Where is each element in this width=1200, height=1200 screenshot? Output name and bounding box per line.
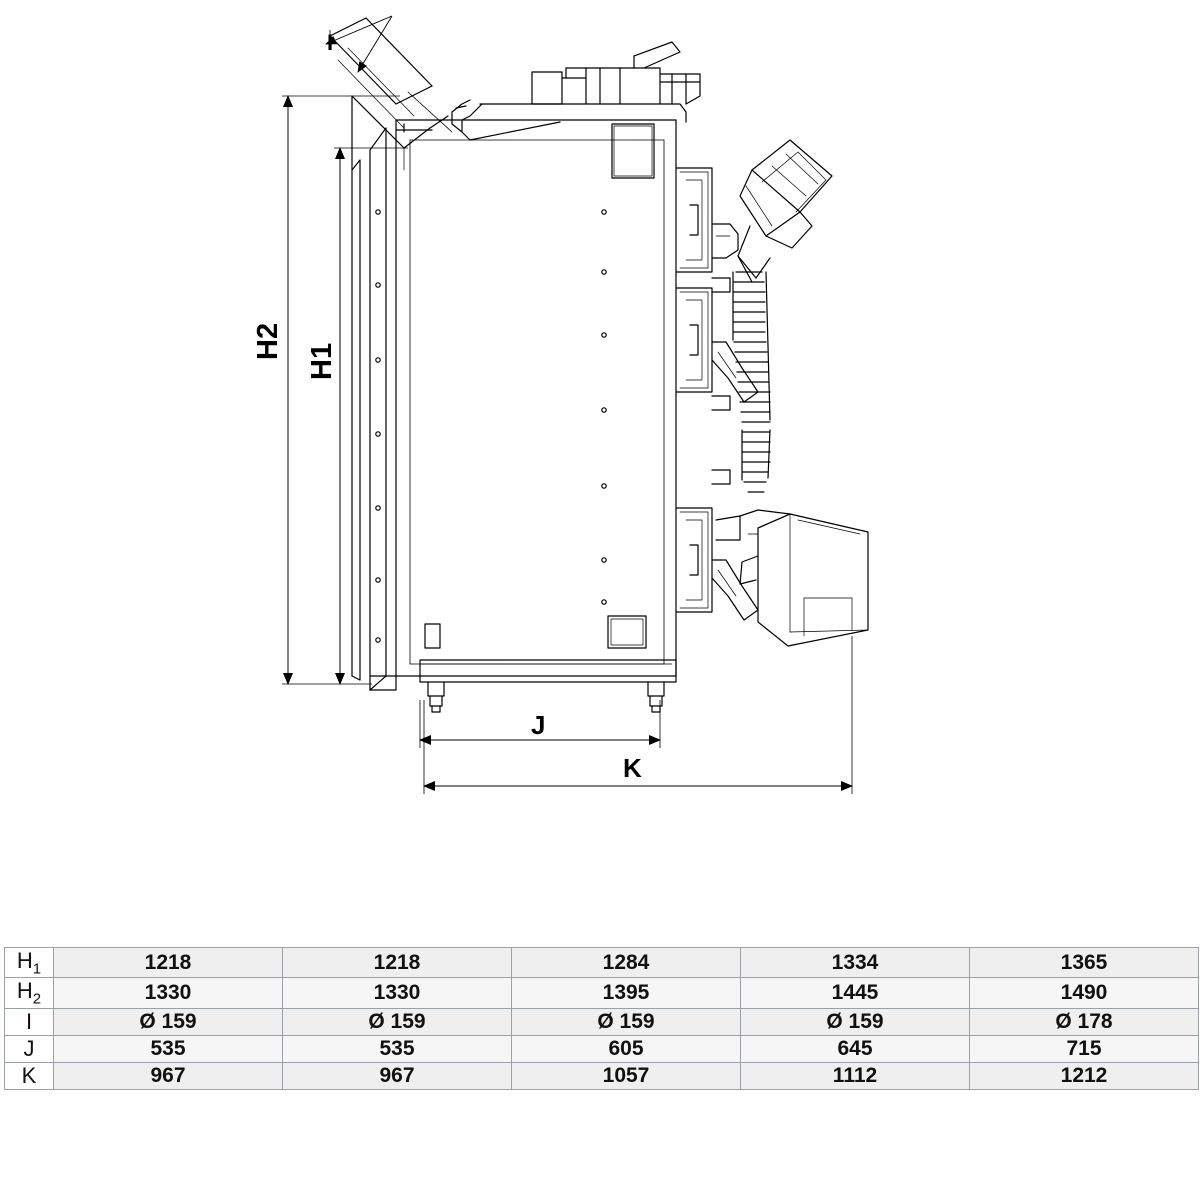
cell-j-1: 535 bbox=[54, 1035, 283, 1062]
row-label-i: I bbox=[5, 1008, 54, 1035]
table-row bbox=[5, 1062, 1199, 1089]
cell-k-2: 967 bbox=[283, 1062, 512, 1089]
cell-k-4: 1112 bbox=[741, 1062, 970, 1089]
cell-h2-2: 1330 bbox=[283, 978, 512, 1008]
cell-j-3: 605 bbox=[512, 1035, 741, 1062]
dimension-label-h2: H2 bbox=[252, 322, 284, 360]
dimension-label-k: K bbox=[623, 753, 642, 783]
cell-i-5: Ø 178 bbox=[970, 1008, 1199, 1035]
cell-j-4: 645 bbox=[741, 1035, 970, 1062]
cell-k-5: 1212 bbox=[970, 1062, 1199, 1089]
row-label-k: K bbox=[5, 1062, 54, 1089]
cell-h2-5: 1490 bbox=[970, 978, 1199, 1008]
row-label-h1: $H_1$ bbox=[5, 948, 54, 978]
specification-table-wrapper bbox=[4, 947, 1196, 1090]
dimension-label-j: J bbox=[531, 710, 546, 740]
dimension-label-h1: H1 bbox=[306, 342, 338, 380]
row-label-j: J bbox=[5, 1035, 54, 1062]
cell-k-1: 967 bbox=[54, 1062, 283, 1089]
table-row bbox=[5, 1035, 1199, 1062]
table-row bbox=[5, 948, 1199, 978]
cell-i-1: Ø 159 bbox=[54, 1008, 283, 1035]
cell-h1-4: 1334 bbox=[741, 948, 970, 978]
cell-h2-4: 1445 bbox=[741, 978, 970, 1008]
cell-i-3: Ø 159 bbox=[512, 1008, 741, 1035]
table-row bbox=[5, 978, 1199, 1008]
cell-j-5: 715 bbox=[970, 1035, 1199, 1062]
cell-i-2: Ø 159 bbox=[283, 1008, 512, 1035]
cell-h2-1: 1330 bbox=[54, 978, 283, 1008]
cell-h1-5: 1365 bbox=[970, 948, 1199, 978]
cell-h2-3: 1395 bbox=[512, 978, 741, 1008]
cell-i-4: Ø 159 bbox=[741, 1008, 970, 1035]
dimension-label-i: I bbox=[327, 30, 334, 55]
row-label-h2: $H_2$ bbox=[5, 978, 54, 1008]
cell-h1-1: 1218 bbox=[54, 948, 283, 978]
specification-table bbox=[4, 947, 1199, 1090]
cell-h1-3: 1284 bbox=[512, 948, 741, 978]
cell-j-2: 535 bbox=[283, 1035, 512, 1062]
cell-h1-2: 1218 bbox=[283, 948, 512, 978]
table-row bbox=[5, 1008, 1199, 1035]
cell-k-3: 1057 bbox=[512, 1062, 741, 1089]
